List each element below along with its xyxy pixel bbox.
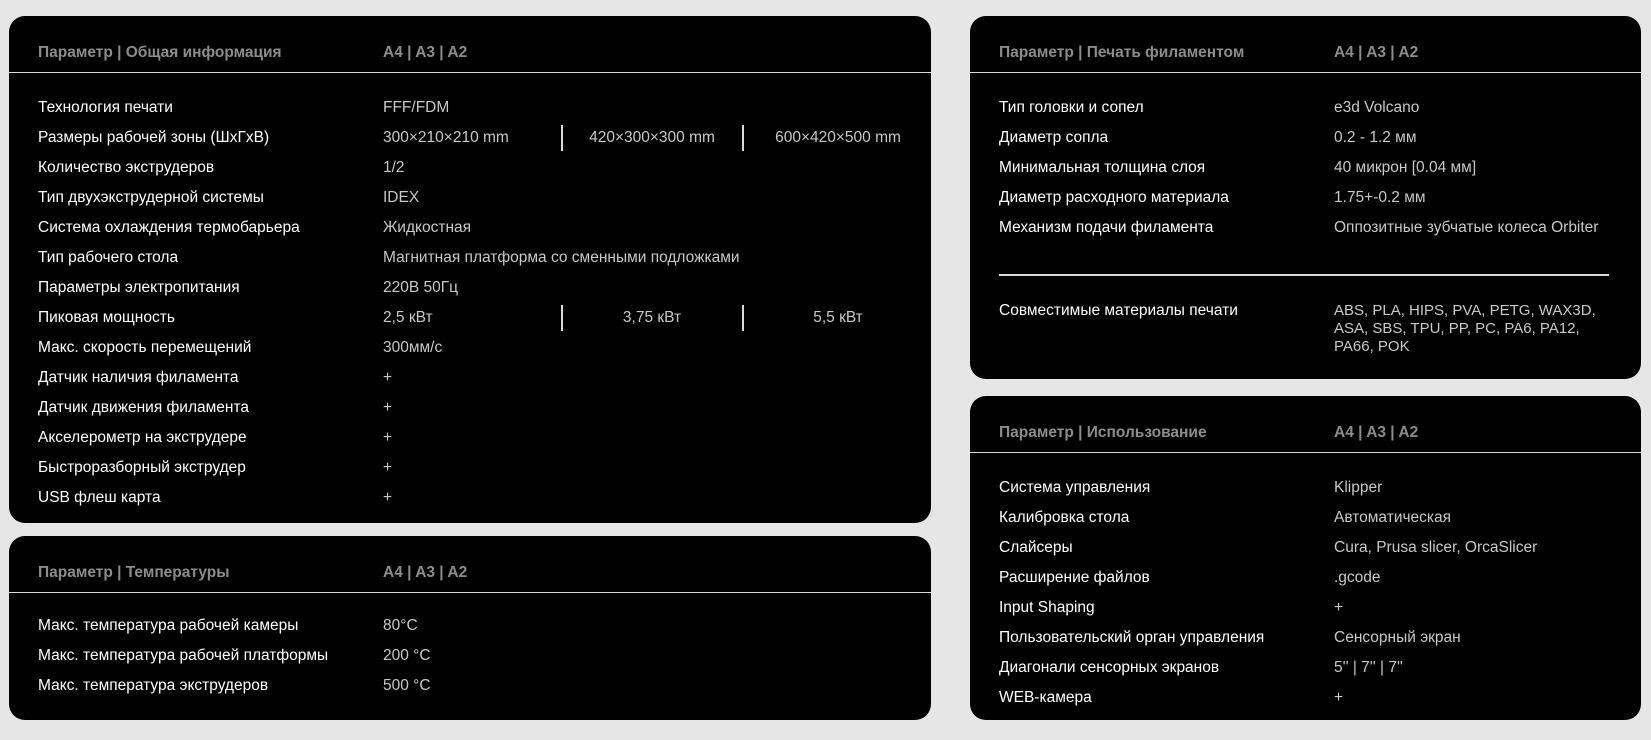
filament-header (970, 16, 1641, 73)
general-info-header (9, 16, 931, 73)
spec-row (970, 623, 1641, 653)
spec-row (970, 93, 1641, 123)
spec-row (9, 153, 931, 183)
param-value: .gcode (1334, 569, 1381, 586)
param-value: 200 °C (383, 647, 431, 664)
param-value: Автоматическая (1334, 509, 1452, 526)
param-value: Оппозитные зубчатые колеса Orbiter (1334, 219, 1599, 236)
param-label: Расширение файлов (999, 569, 1150, 586)
param-label: Пиковая мощность (38, 309, 175, 326)
param-value: IDEX (383, 189, 420, 206)
param-label: Технология печати (38, 99, 173, 116)
section-divider (999, 274, 1609, 276)
header-label: Параметр | Температуры (38, 564, 230, 581)
spec-row (9, 363, 931, 393)
spec-row (970, 213, 1641, 243)
param-value: 500 °C (383, 677, 431, 694)
param-label: Макс. температура рабочей камеры (38, 617, 299, 634)
param-value: Магнитная платформа со сменными подложками (383, 249, 740, 266)
spec-row (9, 423, 931, 453)
value-a4: 2,5 кВт (383, 309, 433, 326)
param-value: Сенсорный экран (1334, 629, 1461, 646)
general-info-card (9, 16, 931, 523)
param-label: Диаметр расходного материала (999, 189, 1229, 206)
param-label: Акселерометр на экструдере (38, 429, 247, 446)
param-value: + (1334, 599, 1344, 616)
spec-row (970, 153, 1641, 183)
param-label: WEB-камера (999, 689, 1092, 706)
materials-list (1334, 302, 1596, 356)
header-models: A4 | A3 | A2 (383, 44, 468, 61)
param-label: Совместимые материалы печати (999, 302, 1238, 319)
spec-row (9, 333, 931, 363)
spec-row (9, 123, 931, 153)
param-value: + (383, 369, 393, 386)
param-value: Klipper (1334, 479, 1383, 496)
spec-row (9, 213, 931, 243)
param-value: + (383, 489, 393, 506)
spec-row (9, 611, 931, 641)
spec-row (9, 483, 931, 513)
param-value: + (383, 399, 393, 416)
param-label: Механизм подачи филамента (999, 219, 1214, 236)
param-label: Тип головки и сопел (999, 99, 1144, 116)
spec-row (9, 671, 931, 701)
spec-row (9, 303, 931, 333)
param-value: Cura, Prusa slicer, OrcaSlicer (1334, 539, 1538, 556)
temperatures-header (9, 536, 931, 593)
usage-header (970, 396, 1641, 453)
spec-row (9, 183, 931, 213)
param-label: Макс. скорость перемещений (38, 339, 252, 356)
param-value: 80°C (383, 617, 418, 634)
param-value: 40 микрон [0.04 мм] (1334, 159, 1477, 176)
param-value: 1.75+-0.2 мм (1334, 189, 1426, 206)
spec-row (970, 563, 1641, 593)
param-label: Input Shaping (999, 599, 1095, 616)
header-models: A4 | A3 | A2 (1334, 44, 1419, 61)
spec-row (970, 473, 1641, 503)
header-label: Параметр | Печать филаментом (999, 44, 1245, 61)
param-label: Размеры рабочей зоны (ШхГхВ) (38, 129, 270, 146)
spec-row-materials (970, 296, 1641, 356)
param-value: 300мм/с (383, 339, 443, 356)
param-value: 5'' | 7'' | 7'' (1334, 659, 1403, 676)
param-label: Калибровка стола (999, 509, 1130, 526)
spec-row (9, 641, 931, 671)
param-label: Количество экструдеров (38, 159, 215, 176)
param-label: USB флеш карта (38, 489, 161, 506)
param-value: 220В 50Гц (383, 279, 459, 296)
param-label: Минимальная толщина слоя (999, 159, 1206, 176)
param-label: Диаметр сопла (999, 129, 1109, 146)
param-value: + (383, 429, 393, 446)
header-label: Параметр | Использование (999, 424, 1207, 441)
param-label: Быстроразборный экструдер (38, 459, 246, 476)
spec-row (9, 243, 931, 273)
spec-row (9, 393, 931, 423)
value-a2: 5,5 кВт (813, 309, 863, 326)
param-label: Тип двухэкструдерной системы (38, 189, 264, 206)
spec-row (970, 593, 1641, 623)
header-label: Параметр | Общая информация (38, 44, 282, 61)
spec-row (9, 273, 931, 303)
value-a3: 3,75 кВт (622, 309, 682, 326)
value-a4: 300×210×210 mm (383, 129, 509, 146)
materials-line: ABS, PLA, HIPS, PVA, PETG, WAX3D, (1334, 302, 1596, 319)
header-models: A4 | A3 | A2 (1334, 424, 1419, 441)
usage-card (970, 396, 1641, 720)
param-label: Пользовательский орган управления (999, 629, 1265, 646)
header-models: A4 | A3 | A2 (383, 564, 468, 581)
param-label: Слайсеры (999, 539, 1073, 556)
filament-card (970, 16, 1641, 379)
param-value: FFF/FDM (383, 99, 450, 116)
param-value: e3d Volcano (1334, 99, 1420, 116)
value-a3: 420×300×300 mm (589, 129, 715, 146)
materials-line: PA66, POK (1334, 338, 1410, 355)
param-value: 0.2 - 1.2 мм (1334, 129, 1417, 146)
materials-line: ASA, SBS, TPU, PP, PC, PA6, PA12, (1334, 320, 1580, 337)
param-label: Макс. температура экструдеров (38, 677, 269, 694)
param-label: Параметры электропитания (38, 279, 240, 296)
spec-row (9, 93, 931, 123)
spec-row (970, 653, 1641, 683)
param-label: Тип рабочего стола (38, 249, 179, 266)
param-label: Макс. температура рабочей платформы (38, 647, 329, 664)
param-label: Система управления (999, 479, 1151, 496)
temperatures-card (9, 536, 931, 720)
param-value: Жидкостная (383, 219, 472, 236)
spec-row (970, 123, 1641, 153)
spec-row (970, 183, 1641, 213)
param-value: + (383, 459, 393, 476)
param-label: Датчик наличия филамента (38, 369, 239, 386)
spec-row (970, 533, 1641, 563)
param-value: 1/2 (383, 159, 405, 176)
param-value: + (1334, 689, 1344, 706)
param-label: Датчик движения филамента (38, 399, 249, 416)
spec-row (9, 453, 931, 483)
spec-row (970, 503, 1641, 533)
spec-row (970, 683, 1641, 713)
param-label: Диагонали сенсорных экранов (999, 659, 1220, 676)
value-a2: 600×420×500 mm (775, 129, 901, 146)
param-label: Система охлаждения термобарьера (38, 219, 300, 236)
